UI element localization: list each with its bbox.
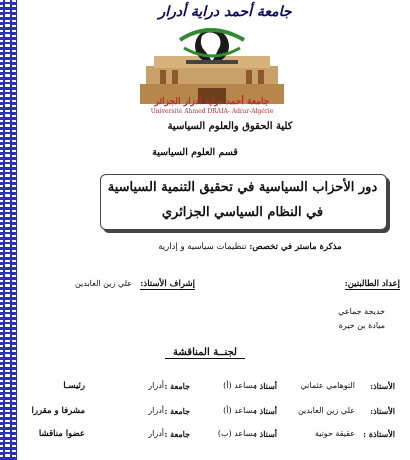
decorative-border	[0, 0, 17, 460]
faculty-name: كلية الحقوق والعلوم السياسية	[167, 121, 293, 132]
student-name: خديجة جماعي	[338, 307, 385, 316]
member-university: أدرار	[148, 429, 164, 438]
department-name: قسم العلوم السياسية	[152, 147, 238, 158]
logo-arabic-text: جامعة أحمد دراية أدرار الجزائر	[154, 97, 270, 107]
preparation-label: إعداد الطالبتين:	[344, 279, 400, 289]
member-university-label: جامعة :	[164, 406, 190, 416]
committee-row	[20, 429, 395, 443]
committee-row	[20, 406, 395, 420]
member-name: علي زين العابدين	[297, 406, 355, 415]
supervisor-name: علي زين العابدين	[74, 279, 132, 288]
member-role: رئيسـا	[63, 381, 85, 391]
committee-title: لجنــة المناقشة	[165, 347, 245, 359]
member-rank: مساعد (أ)	[223, 406, 257, 415]
member-university: أدرار	[148, 381, 164, 390]
student-name: ميادة بن خيرة	[338, 321, 385, 330]
logo-french-text: Université Ahmed DRAIA- Adrar-Algérie	[150, 108, 274, 115]
member-university-label: جامعة :	[164, 381, 190, 391]
memo-specialty	[120, 242, 380, 252]
member-university: أدرار	[148, 406, 164, 415]
member-rank-label: أستاذ :	[253, 381, 277, 391]
member-rank-label: أستاذ :	[253, 406, 277, 416]
supervision-label: إشراف الأستاذ:	[140, 279, 195, 289]
member-title: الأستاذة :	[363, 429, 395, 439]
thesis-title-line2: في النظام السياسي الجزائري	[161, 205, 324, 220]
member-rank: مساعد (أ)	[223, 381, 257, 390]
committee-row	[20, 381, 395, 395]
member-title: الأستاذ:	[370, 381, 395, 391]
member-name: التوهامي عثماني	[300, 381, 355, 390]
member-title: الأستاذ:	[370, 406, 395, 416]
member-rank: مساعد (ب)	[217, 429, 257, 438]
memo-specialty-value: تنظيمات سياسية و إدارية	[158, 242, 247, 252]
member-role: عضوا مناقشا	[38, 429, 85, 439]
member-rank-label: أستاذ :	[253, 429, 277, 439]
member-name: عقيقة حوتية	[314, 429, 355, 438]
memo-prefix: مذكرة ماستر في تخصص:	[249, 242, 342, 252]
university-name: جامعة أحمد دراية أدرار	[158, 4, 292, 20]
member-university-label: جامعة :	[164, 429, 190, 439]
university-logo	[140, 26, 284, 108]
thesis-title-line1: دور الأحزاب السياسية في تحقيق التنمية السياسية	[107, 180, 378, 195]
member-role: مشرفا و مقررا	[31, 406, 85, 416]
